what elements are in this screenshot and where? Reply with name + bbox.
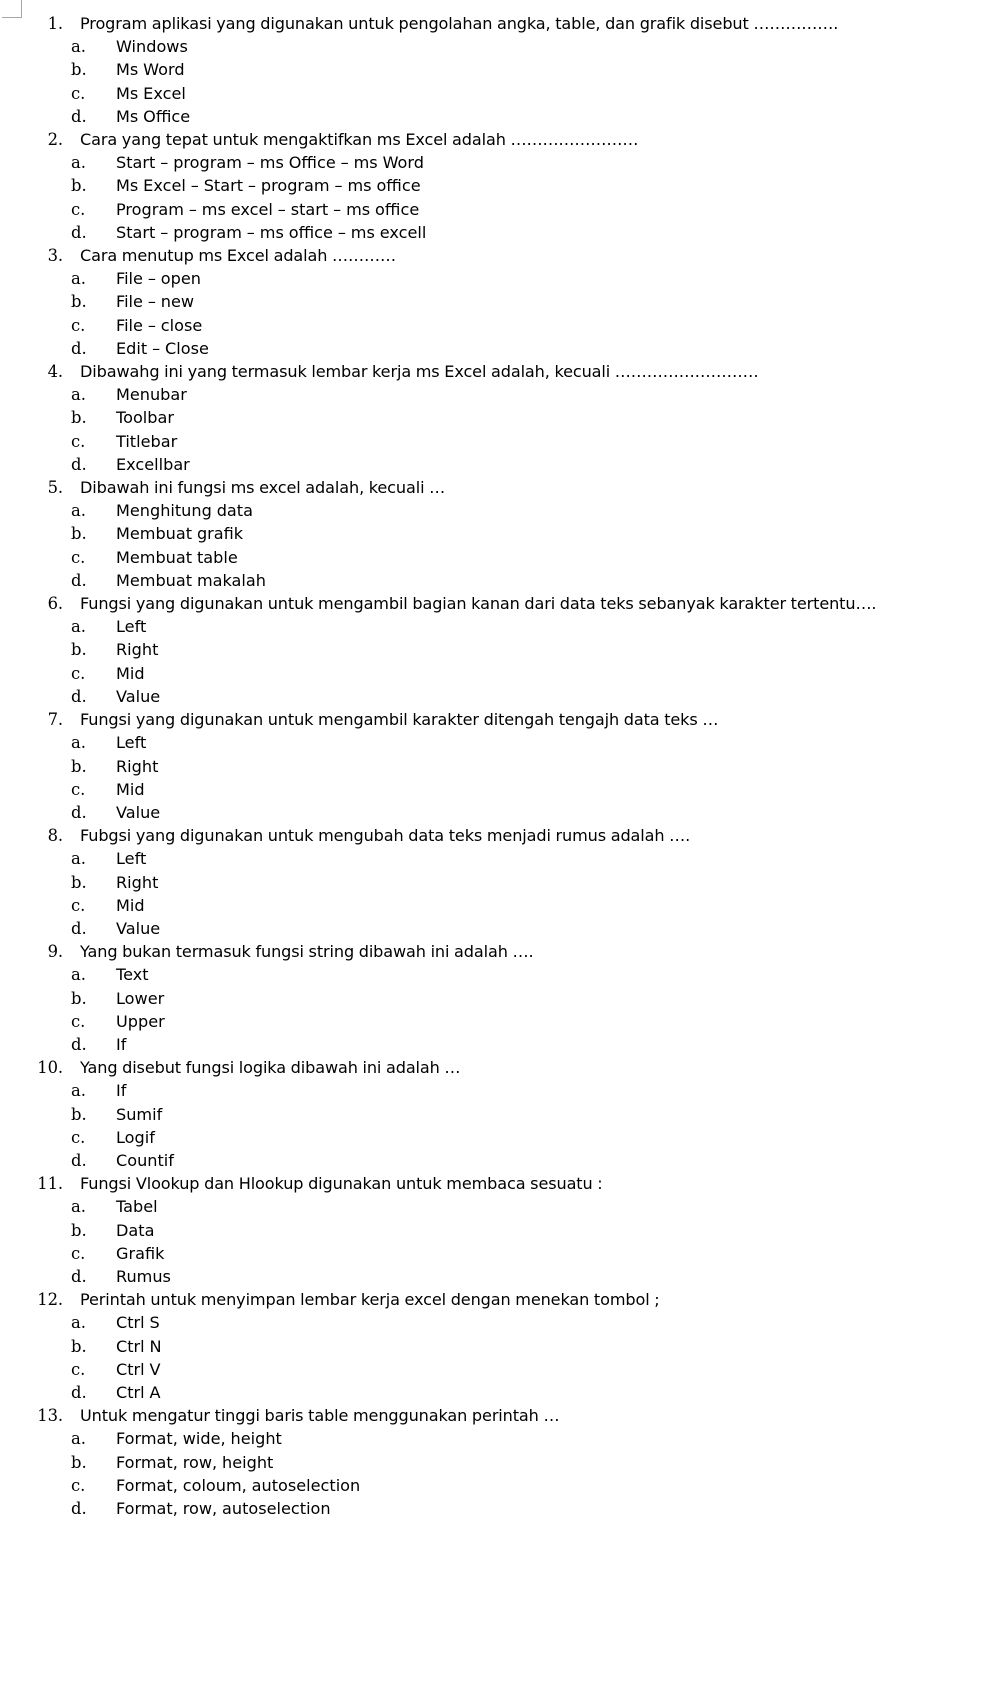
answer-option[interactable]	[0, 406, 991, 429]
option-text: Left	[116, 617, 147, 637]
option-text: Right	[116, 872, 159, 892]
option-text: Format, row, height	[116, 1452, 274, 1472]
option-letter: a.	[71, 501, 86, 521]
question-text: Program aplikasi yang digunakan untuk pengolahan angka, table, dan grafik disebut …………….	[80, 14, 839, 33]
option-text: Start – program – ms Office – ms Word	[116, 153, 424, 173]
option-letter: b.	[71, 408, 87, 428]
question-block	[0, 476, 991, 592]
option-letter: d.	[71, 454, 87, 474]
option-letter: a.	[71, 617, 86, 637]
option-text: Ctrl A	[116, 1382, 161, 1402]
option-text: Countif	[116, 1150, 174, 1170]
answer-option[interactable]	[0, 174, 991, 197]
option-letter: a.	[71, 153, 86, 173]
answer-option[interactable]	[0, 151, 991, 174]
option-text: Left	[116, 733, 147, 753]
question-number: 2.	[47, 130, 63, 150]
option-text: Text	[116, 965, 149, 985]
option-letter: c.	[71, 431, 86, 451]
option-letter: d.	[71, 802, 87, 822]
question-number: 6.	[47, 594, 63, 614]
question-number: 8.	[47, 826, 63, 846]
option-letter: c.	[71, 663, 86, 683]
answer-option[interactable]	[0, 267, 991, 290]
answer-option[interactable]	[0, 1474, 991, 1497]
question-block	[0, 128, 991, 244]
answer-option[interactable]	[0, 569, 991, 592]
answer-option[interactable]	[0, 778, 991, 801]
option-letter: d.	[71, 222, 87, 242]
question-line	[0, 824, 991, 847]
question-text: Untuk mengatur tinggi baris table menggunakan perintah …	[80, 1406, 560, 1426]
question-line	[0, 708, 991, 731]
question-text: Fungsi yang digunakan untuk mengambil bagian kanan dari data teks sebanyak karakter tertentu….	[80, 594, 877, 614]
answer-option[interactable]	[0, 453, 991, 476]
question-number: 11.	[37, 1174, 63, 1194]
option-letter: c.	[71, 1243, 86, 1263]
answer-option[interactable]	[0, 638, 991, 661]
option-letter: c.	[71, 199, 86, 219]
answer-option[interactable]	[0, 755, 991, 778]
answer-option[interactable]	[0, 1335, 991, 1358]
question-line	[0, 940, 991, 963]
answer-option[interactable]	[0, 963, 991, 986]
option-letter: c.	[71, 1359, 86, 1379]
option-text: Titlebar	[116, 431, 178, 451]
option-text: Membuat table	[116, 547, 238, 567]
question-text: Yang disebut fungsi logika dibawah ini adalah …	[80, 1058, 461, 1078]
answer-option[interactable]	[0, 1079, 991, 1102]
option-letter: d.	[71, 686, 87, 706]
answer-option[interactable]	[0, 499, 991, 522]
option-letter: c.	[71, 1475, 86, 1495]
option-letter: d.	[71, 918, 87, 938]
answer-option[interactable]	[0, 1103, 991, 1126]
option-letter: a.	[71, 733, 86, 753]
answer-option[interactable]	[0, 615, 991, 638]
option-letter: b.	[71, 1220, 87, 1240]
question-number: 13.	[37, 1406, 63, 1426]
option-letter: b.	[71, 1104, 87, 1124]
option-text: Data	[116, 1220, 155, 1240]
option-letter: d.	[71, 1499, 87, 1518]
question-line	[0, 1288, 991, 1311]
option-text: Value	[116, 686, 161, 706]
option-letter: c.	[71, 83, 86, 103]
option-text: Ms Word	[116, 60, 185, 80]
option-text: Mid	[116, 779, 145, 799]
question-line	[0, 128, 991, 151]
answer-option[interactable]	[0, 58, 991, 81]
option-letter: b.	[71, 1336, 87, 1356]
question-line	[0, 592, 991, 615]
option-letter: b.	[71, 524, 87, 544]
answer-option[interactable]	[0, 871, 991, 894]
option-text: Edit – Close	[116, 338, 209, 358]
option-text: Start – program – ms office – ms excell	[116, 222, 427, 242]
answer-option[interactable]	[0, 847, 991, 870]
option-letter: a.	[71, 1081, 86, 1101]
option-text: Ctrl V	[116, 1359, 161, 1379]
answer-option[interactable]	[0, 198, 991, 221]
question-number: 10.	[37, 1058, 63, 1078]
question-text: Perintah untuk menyimpan lembar kerja excel dengan menekan tombol ;	[80, 1290, 660, 1310]
answer-option[interactable]	[0, 1149, 991, 1172]
answer-option[interactable]	[0, 801, 991, 824]
answer-option[interactable]	[0, 82, 991, 105]
option-letter: a.	[71, 385, 86, 405]
question-line	[0, 12, 991, 35]
answer-option[interactable]	[0, 987, 991, 1010]
question-text: Dibawahg ini yang termasuk lembar kerja ms Excel adalah, kecuali ………………………	[80, 362, 759, 382]
question-line	[0, 244, 991, 267]
question-line	[0, 1172, 991, 1195]
answer-option[interactable]	[0, 917, 991, 940]
answer-option[interactable]	[0, 685, 991, 708]
option-letter: c.	[71, 1127, 86, 1147]
question-block	[0, 824, 991, 940]
option-text: Grafik	[116, 1243, 165, 1263]
option-text: Rumus	[116, 1266, 171, 1286]
question-text: Fungsi yang digunakan untuk mengambil karakter ditengah tengajh data teks …	[80, 710, 719, 730]
question-line	[0, 1404, 991, 1427]
question-number: 3.	[47, 246, 63, 266]
option-letter: d.	[71, 1034, 87, 1054]
question-text: Fungsi Vlookup dan Hlookup digunakan untuk membaca sesuatu :	[80, 1174, 603, 1194]
question-number: 7.	[47, 710, 63, 730]
option-letter: b.	[71, 1452, 87, 1472]
answer-option[interactable]	[0, 1010, 991, 1033]
question-text: Cara menutup ms Excel adalah …………	[80, 246, 396, 266]
option-text: File – new	[116, 292, 195, 312]
answer-option[interactable]	[0, 662, 991, 685]
question-number: 5.	[47, 478, 63, 498]
option-text: Value	[116, 802, 161, 822]
answer-option[interactable]	[0, 1451, 991, 1474]
answer-option[interactable]	[0, 1427, 991, 1450]
answer-option[interactable]	[0, 383, 991, 406]
option-text: Menubar	[116, 385, 187, 405]
option-letter: a.	[71, 269, 86, 289]
question-block	[0, 940, 991, 1056]
option-text: Ms Excel	[116, 83, 186, 103]
option-letter: a.	[71, 1197, 86, 1217]
question-text: Fubgsi yang digunakan untuk mengubah data teks menjadi rumus adalah ….	[80, 826, 691, 846]
question-block	[0, 12, 991, 128]
option-text: Ms Excel – Start – program – ms office	[116, 176, 421, 196]
option-text: Tabel	[116, 1197, 158, 1217]
option-text: If	[116, 1034, 127, 1054]
option-letter: b.	[71, 988, 87, 1008]
option-text: Mid	[116, 895, 145, 915]
option-letter: a.	[71, 965, 86, 985]
option-letter: b.	[71, 756, 87, 776]
option-letter: c.	[71, 1011, 86, 1031]
option-text: Lower	[116, 988, 165, 1008]
option-text: Logif	[116, 1127, 155, 1147]
answer-option[interactable]	[0, 290, 991, 313]
question-line	[0, 360, 991, 383]
answer-option[interactable]	[0, 1381, 991, 1404]
question-line	[0, 476, 991, 499]
option-text: Value	[116, 918, 161, 938]
option-letter: b.	[71, 292, 87, 312]
option-letter: c.	[71, 779, 86, 799]
option-text: File – open	[116, 269, 201, 289]
option-letter: c.	[71, 895, 86, 915]
answer-option[interactable]	[0, 1033, 991, 1056]
question-block	[0, 244, 991, 360]
question-number: 12.	[37, 1290, 63, 1310]
option-text: Excellbar	[116, 454, 190, 474]
option-text: Sumif	[116, 1104, 163, 1124]
question-block	[0, 360, 991, 476]
option-text: Right	[116, 640, 159, 660]
question-block	[0, 1288, 991, 1404]
option-text: Program – ms excel – start – ms office	[116, 199, 420, 219]
answer-option[interactable]	[0, 731, 991, 754]
answer-option[interactable]	[0, 1242, 991, 1265]
option-text: Ctrl N	[116, 1336, 162, 1356]
option-letter: a.	[71, 1313, 86, 1333]
option-letter: a.	[71, 37, 86, 57]
answer-option[interactable]	[0, 1265, 991, 1288]
question-number: 9.	[47, 942, 63, 962]
option-text: Format, wide, height	[116, 1429, 282, 1449]
option-text: Ms Office	[116, 106, 191, 126]
question-block	[0, 1404, 991, 1520]
option-letter: d.	[71, 1266, 87, 1286]
answer-option[interactable]	[0, 1126, 991, 1149]
question-block	[0, 1056, 991, 1172]
option-text: If	[116, 1081, 127, 1101]
option-text: Menghitung data	[116, 501, 253, 521]
question-number: 1.	[47, 14, 63, 33]
answer-option[interactable]	[0, 1497, 991, 1520]
option-letter: b.	[71, 60, 87, 80]
option-text: File – close	[116, 315, 203, 335]
option-text: Mid	[116, 663, 145, 683]
answer-option[interactable]	[0, 522, 991, 545]
option-text: Ctrl S	[116, 1313, 160, 1333]
option-letter: a.	[71, 849, 86, 869]
question-text: Cara yang tepat untuk mengaktifkan ms Excel adalah ……………………	[80, 130, 639, 150]
option-letter: a.	[71, 1429, 86, 1449]
option-letter: c.	[71, 315, 86, 335]
answer-option[interactable]	[0, 1358, 991, 1381]
option-text: Format, coloum, autoselection	[116, 1475, 361, 1495]
answer-option[interactable]	[0, 1219, 991, 1242]
question-text: Yang bukan termasuk fungsi string dibawah ini adalah ….	[80, 942, 534, 962]
answer-option[interactable]	[0, 546, 991, 569]
option-text: Upper	[116, 1011, 165, 1031]
answer-option[interactable]	[0, 35, 991, 58]
option-letter: d.	[71, 106, 87, 126]
option-text: Membuat makalah	[116, 570, 266, 590]
option-text: Left	[116, 849, 147, 869]
answer-option[interactable]	[0, 337, 991, 360]
question-text: Dibawah ini fungsi ms excel adalah, kecuali …	[80, 478, 446, 498]
option-text: Toolbar	[116, 408, 174, 428]
answer-option[interactable]	[0, 105, 991, 128]
question-number: 4.	[47, 362, 63, 382]
option-letter: c.	[71, 547, 86, 567]
answer-option[interactable]	[0, 1195, 991, 1218]
option-text: Windows	[116, 37, 188, 57]
option-letter: b.	[71, 640, 87, 660]
answer-option[interactable]	[0, 314, 991, 337]
option-letter: d.	[71, 1150, 87, 1170]
answer-option[interactable]	[0, 894, 991, 917]
option-text: Right	[116, 756, 159, 776]
option-letter: d.	[71, 1382, 87, 1402]
question-line	[0, 1056, 991, 1079]
answer-option[interactable]	[0, 1311, 991, 1334]
option-text: Membuat grafik	[116, 524, 244, 544]
option-letter: b.	[71, 176, 87, 196]
question-block	[0, 708, 991, 824]
question-block	[0, 1172, 991, 1288]
answer-option[interactable]	[0, 430, 991, 453]
option-text: Format, row, autoselection	[116, 1499, 331, 1518]
option-letter: d.	[71, 338, 87, 358]
question-block	[0, 592, 991, 708]
answer-option[interactable]	[0, 221, 991, 244]
option-letter: d.	[71, 570, 87, 590]
option-letter: b.	[71, 872, 87, 892]
